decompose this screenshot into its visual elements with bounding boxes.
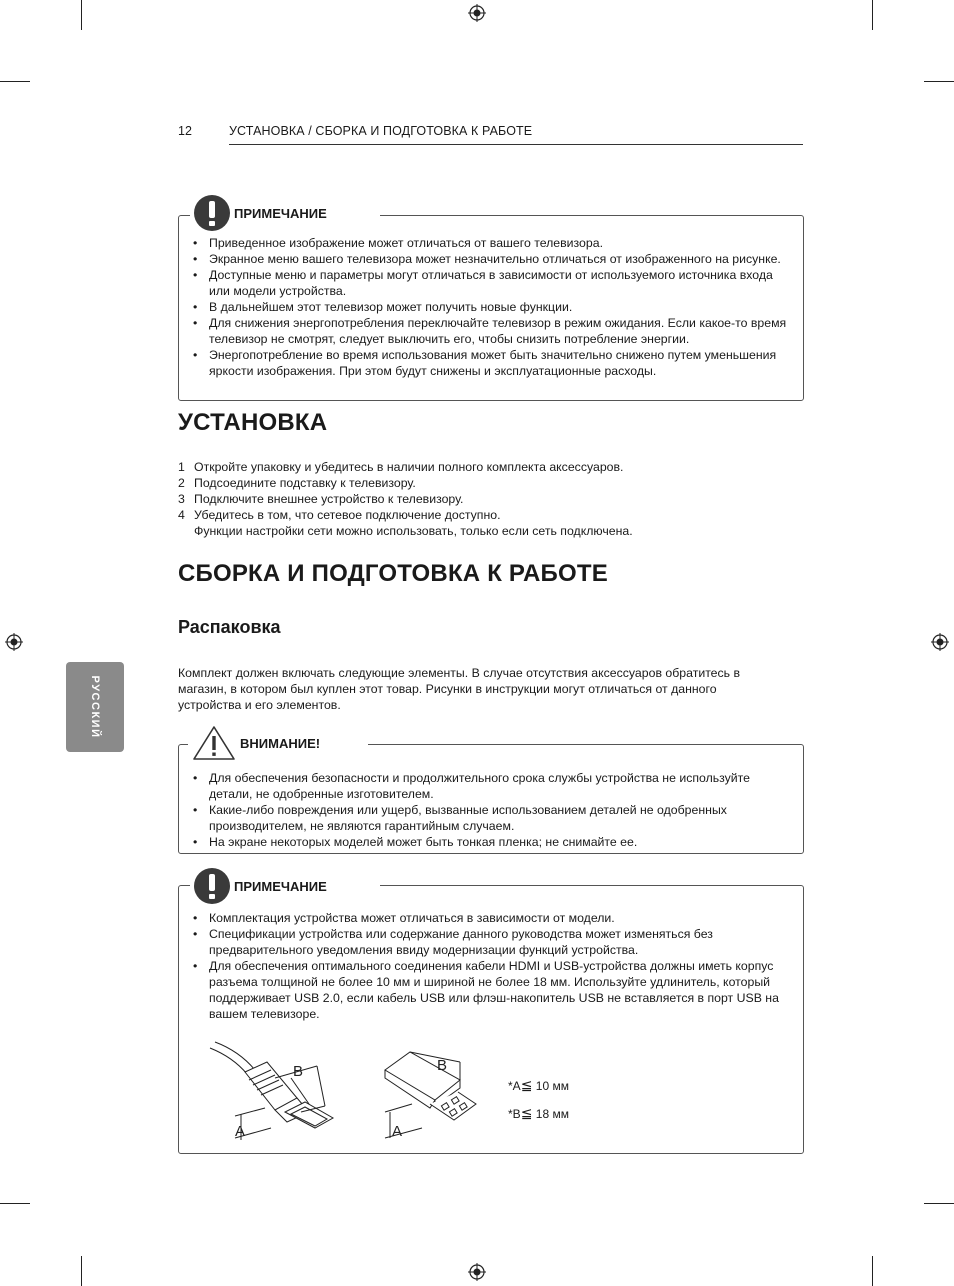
intro-paragraph: Комплект должен включать следующие элементы. В случае отсутствия аксессуаров обратитесь в магазин, в котором был куплен этот товар. Рисунки в инструкции могут отличаться от данного устройства и его элементов. <box>178 666 741 712</box>
crop-mark <box>0 81 30 82</box>
spec-b <box>508 1105 569 1122</box>
registration-mark-icon <box>468 1263 486 1281</box>
crop-mark <box>81 1256 82 1286</box>
spec-b-prefix: *B <box>508 1107 521 1121</box>
spec-a-prefix: *A <box>508 1079 521 1093</box>
exclamation-icon <box>194 868 230 904</box>
crop-mark <box>872 1256 873 1286</box>
list-item: • Доступные меню и параметры могут отличаться в зависимости от используемого источника входа или модели устройства. <box>178 267 790 299</box>
note-label: ПРИМЕЧАНИЕ <box>234 205 327 221</box>
warning-triangle-icon <box>192 725 236 761</box>
list-item: • Для обеспечения оптимального соединения кабели HDMI и USB-устройства должны иметь корпус разъема толщиной не более 10 мм и шириной не более 18 мм. Используйте удлинитель, который поддерживает USB 2.0, если кабель USB или флэш-накопитель USB не вставляется в порт USB на вашем телевизоре. <box>178 958 790 1022</box>
note-label: ПРИМЕЧАНИЕ <box>234 878 327 894</box>
crop-mark <box>0 1203 30 1204</box>
header-divider <box>229 144 803 145</box>
dimension-label-a: A <box>392 1123 403 1140</box>
crop-mark <box>924 81 954 82</box>
step-text: Подключите внешнее устройство к телевизору. <box>194 492 464 506</box>
exclamation-icon <box>194 195 230 231</box>
language-tab-label: РУССКИЙ <box>89 675 101 739</box>
subsection-title: Распаковка <box>178 617 281 637</box>
step-number: 2 <box>178 476 185 490</box>
hdmi-connector-illustration <box>205 1040 345 1145</box>
running-header: УСТАНОВКА / СБОРКА И ПОДГОТОВКА К РАБОТЕ <box>229 124 533 138</box>
note-list <box>178 235 790 379</box>
step-text: Подсоедините подставку к телевизору. <box>194 476 416 490</box>
step-text: Откройте упаковку и убедитесь в наличии полного комплекта аксессуаров. <box>194 460 624 474</box>
dimension-label-b: B <box>437 1057 448 1074</box>
registration-mark-icon <box>931 633 949 651</box>
caution-header <box>188 723 368 763</box>
list-item: • Приведенное изображение может отличаться от вашего телевизора. <box>178 235 790 251</box>
list-item: • Энергопотребление во время использования может быть значительно снижено путем уменьшения яркости изображения. При этом будут снижены и эксплуатационные расходы. <box>178 347 790 379</box>
list-item: • Спецификации устройства или содержание данного руководства может изменяться без предварительного уведомления ввиду модернизации функций устройства. <box>178 926 790 958</box>
note-list <box>178 910 790 1022</box>
list-item: • Для снижения энергопотребления переключайте телевизор в режим ожидания. Если какое-то время телевизор не смотрят, следует выключить его, чтобы снизить потребление энергии. <box>178 315 790 347</box>
crop-mark <box>81 0 82 30</box>
caution-label: ВНИМАНИЕ! <box>240 735 321 751</box>
note-header <box>190 866 380 906</box>
section-title-install: УСТАНОВКА <box>178 409 328 436</box>
list-item <box>178 459 798 475</box>
crop-mark <box>872 0 873 30</box>
le-symbol: ≦ <box>520 1077 533 1093</box>
list-item <box>178 507 798 539</box>
list-item: • На экране некоторых моделей может быть тонкая пленка; не снимайте ее. <box>178 834 790 850</box>
spec-a-value: 10 мм <box>535 1079 569 1093</box>
spec-a <box>508 1077 569 1094</box>
language-tab <box>66 662 124 752</box>
registration-mark-icon <box>468 4 486 22</box>
list-item <box>178 475 798 491</box>
list-item: • Для обеспечения безопасности и продолжительного срока службы устройства не используйте детали, не одобренные изготовителем. <box>178 770 790 802</box>
list-item: • В дальнейшем этот телевизор может получить новые функции. <box>178 299 790 315</box>
usb-connector-illustration <box>380 1042 490 1147</box>
le-symbol: ≦ <box>520 1105 533 1121</box>
step-number: 1 <box>178 460 185 474</box>
step-number: 4 <box>178 508 185 522</box>
step-number: 3 <box>178 492 185 506</box>
registration-mark-icon <box>5 633 23 651</box>
step-note: Функции настройки сети можно использовать, только если сеть подключена. <box>194 524 633 538</box>
section-title-assembly: СБОРКА И ПОДГОТОВКА К РАБОТЕ <box>178 560 608 587</box>
page-number: 12 <box>178 124 192 138</box>
dimension-label-b: B <box>293 1063 304 1080</box>
note-header <box>190 191 380 235</box>
list-item <box>178 491 798 507</box>
caution-list <box>178 770 790 850</box>
list-item: • Какие-либо повреждения или ущерб, вызванные использованием деталей не одобренных производителем, не являются гарантийным случаем. <box>178 802 790 834</box>
list-item: • Экранное меню вашего телевизора может незначительно отличаться от изображенного на рисунке. <box>178 251 790 267</box>
install-steps <box>178 459 798 539</box>
list-item: • Комплектация устройства может отличаться в зависимости от модели. <box>178 910 790 926</box>
dimension-label-a: A <box>235 1123 246 1140</box>
spec-b-value: 18 мм <box>535 1107 569 1121</box>
crop-mark <box>924 1203 954 1204</box>
step-text: Убедитесь в том, что сетевое подключение доступно. <box>194 508 501 522</box>
